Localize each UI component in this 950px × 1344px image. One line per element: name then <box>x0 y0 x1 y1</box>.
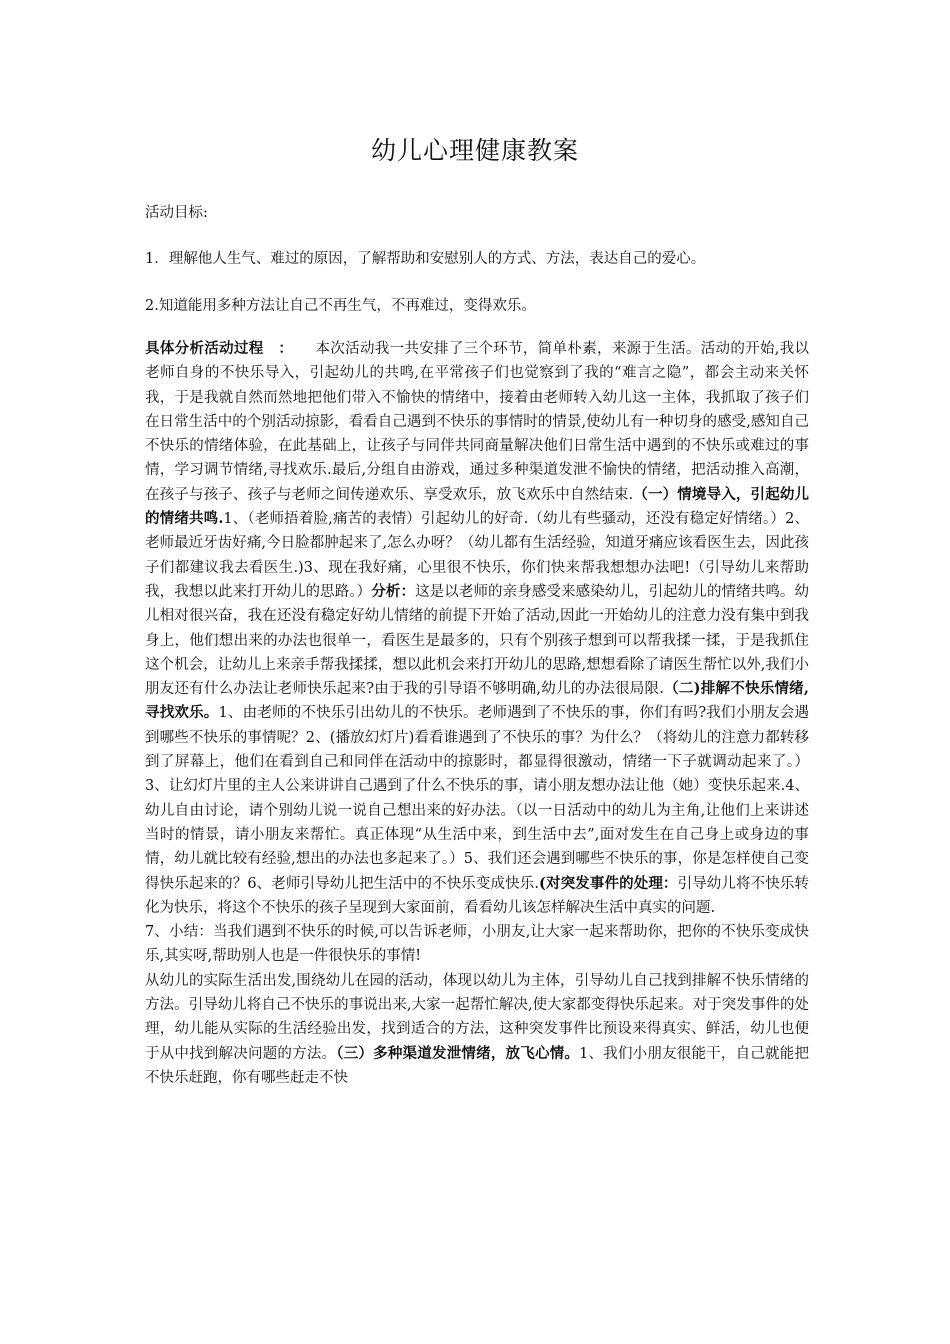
section-3-heading: （三）多种渠道发泄情绪，放飞心情。 <box>336 1044 580 1062</box>
goal-item-1: 1．理解他人生气、难过的原因，了解帮助和安慰别人的方式、方法，表达自己的爱心。 <box>145 251 706 267</box>
analysis-paragraph <box>145 337 809 920</box>
section-1-text: 1、（老师捂着脸,痛苦的表情）引起幼儿的好奇.（幼儿有些骚动，还没有稳定好情绪。）2、老师最近牙齿好痛,今日脸都肿起来了,怎么办呀？（幼儿都有生活经验，知道牙痛应该看医生去，因此孩子们都建议我去看医生.)3、现在我好痛，心里很不快乐，你们快来帮我想想办法吧!（引导幼儿来帮助我，我想以此来打开幼儿的思路。） <box>145 511 809 600</box>
emergency-handling-text: 引导幼儿将不快乐转化为快乐，将这个不快乐的孩子呈现到大家面前，看看幼儿该怎样解决生活中真实的问题. <box>145 875 810 916</box>
intro-text: 本次活动我一共安排了三个环节，简单朴素，来源于生活。活动的开始,我以老师自身的不快乐导入，引起幼儿的共鸣,在平常孩子们也觉察到了我的“难言之隐”，都会主动来关怀我，于是我就自然而然地把他们带入不愉快的情绪中，接着由老师转入幼儿这一主体，我抓取了孩子们在日常生活中的个别活动掠影，看看自己遇到不快乐的事情时的情景,使幼儿有一种切身的感受,感知自己不快乐的情绪体验，在此基础上，让孩子与同伴共同商量解决他们日常生活中遇到的不快乐或难过的事情，学习调节情绪,寻找欢乐.最后,分组自由游戏，通过多种渠道发泄不愉快的情绪，把活动推入高潮，在孩子与孩子、孩子与老师之间传递欢乐、享受欢乐，放飞欢乐中自然结束. <box>145 341 810 503</box>
goal-item-2: 2.知道能用多种方法让自己不再生气，不再难过，变得欢乐。 <box>145 298 536 314</box>
analysis-label: 分析： <box>371 582 416 600</box>
reflection-text: 从幼儿的实际生活出发,围绕幼儿在园的活动，体现以幼儿为主体，引导幼儿自己找到排解不快乐情绪的方法。引导幼儿将自己不快乐的事说出来,大家一起帮忙解决,使大家都变得快乐起来。对于突发事件的处理，幼儿能从实际的生活经验出发，找到适合的方法，这种突发事件比预设来得真实、鲜活，幼儿也便于从中找到解决问题的方法。 <box>145 972 809 1062</box>
section-1-heading: （一）情境导入，引起幼儿的情绪共鸣. <box>145 485 810 528</box>
goal-heading: 活动目标: <box>145 205 208 221</box>
section-2-text: 1、由老师的不快乐引出幼儿的不快乐。老师遇到了不快乐的事，你们有吗?我们小朋友会遇到哪些不快乐的事情呢？2、(播放幻灯片)看看谁遇到了不快乐的事？为什么？（将幼儿的注意力都转移到了屏幕上，他们在看到自己和同伴在活动中的掠影时，都显得很激动，情绪一下子就调动起来了。）3、让幻灯片里的主人公来讲讲自己遇到了什么不快乐的事，请小朋友想办法让他（她）变快乐起来.4、幼儿自由讨论，请个别幼儿说一说自己想出来的好办法。（以一日活动中的幼儿为主角,让他们上来讲述当时的情景，请小朋友来帮忙。真正体现“从生活中来，到生活中去”,面对发生在自己身上或身边的事情，幼儿就比较有经验,想出的办法也多起来了。）5、我们还会遇到哪些不快乐的事，你是怎样使自己变得快乐起来的？6、老师引导幼儿把生活中的不快乐变成快乐. <box>145 705 809 892</box>
document-body <box>145 337 809 1090</box>
emergency-handling-label: (对突发事件的处理： <box>539 874 678 892</box>
document-title: 幼儿心理健康教案 <box>370 136 579 165</box>
reflection-paragraph <box>145 969 809 1090</box>
section-3-text: 1、我们小朋友很能干，自己就能把不快乐赶跑，你有哪些赶走不快 <box>145 1045 809 1086</box>
analysis-text: 这是以老师的亲身感受来感染幼儿，引起幼儿的情绪共鸣。幼儿相对很兴奋，我在还没有稳定好幼儿情绪的前提下开始了活动,因此一开始幼儿的注意力没有集中到我身上，他们想出来的办法也很单一，看医生是最多的，只有个别孩子想到可以帮我揉一揉，于是我抓住这个机会，让幼儿上来亲手帮我揉揉，想以此机会来打开幼儿的思路,想想看除了请医生帮忙以外,我们小朋友还有什么办法让老师快乐起来?由于我的引导语不够明确,幼儿的办法很局限. <box>145 583 810 698</box>
analysis-heading: 具体分析活动过程 ： <box>145 340 286 357</box>
section-2-heading: （二)排解不快乐情绪,寻找欢乐。 <box>145 680 809 722</box>
summary-paragraph: 7、小结：当我们遇到不快乐的时候,可以告诉老师，小朋友,让大家一起来帮助你，把你的不快乐变成快乐,其实呀,帮助别人也是一件很快乐的事情! <box>145 924 809 965</box>
